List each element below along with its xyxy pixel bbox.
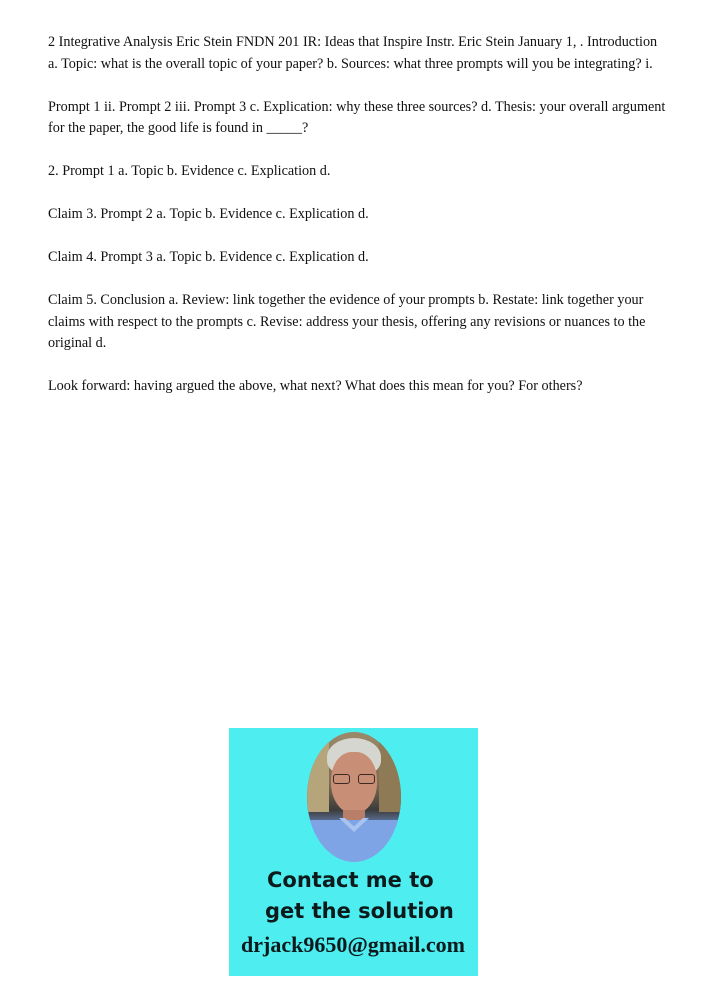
paragraph-conclusion: Claim 5. Conclusion a. Review: link together the evidence of your prompts b. Restate: link together your claims with respect to the prompts c. Revise: address your thesis, offering any revisions or nuances to the original d.	[48, 292, 646, 351]
portrait-photo-icon	[307, 732, 401, 862]
contact-banner[interactable]	[229, 728, 478, 976]
paragraph-look-forward: Look forward: having argued the above, what next? What does this mean for you? For others?	[48, 378, 583, 394]
contact-heading-line-1: Contact me to	[267, 868, 434, 892]
paragraph-intro: 2 Integrative Analysis Eric Stein FNDN 201 IR: Ideas that Inspire Instr. Eric Stein January 1, . Introduction a. Topic: what is the overall topic of your paper? b. Sources: what three prompts will you be integrating? i.	[48, 34, 658, 72]
paragraph-prompt-2: Claim 3. Prompt 2 a. Topic b. Evidence c. Explication d.	[48, 206, 369, 222]
paragraph-prompt-1: 2. Prompt 1 a. Topic b. Evidence c. Explication d.	[48, 163, 331, 179]
paragraph-prompt-3: Claim 4. Prompt 3 a. Topic b. Evidence c. Explication d.	[48, 249, 369, 265]
contact-heading-line-2: get the solution	[265, 899, 454, 923]
document-body	[48, 32, 668, 419]
paragraph-prompts-thesis: Prompt 1 ii. Prompt 2 iii. Prompt 3 c. Explication: why these three sources? d. Thesis: your overall argument for the paper, the good life is found in _____?	[48, 98, 666, 136]
contact-email-link[interactable]: drjack9650@gmail.com	[241, 932, 465, 957]
